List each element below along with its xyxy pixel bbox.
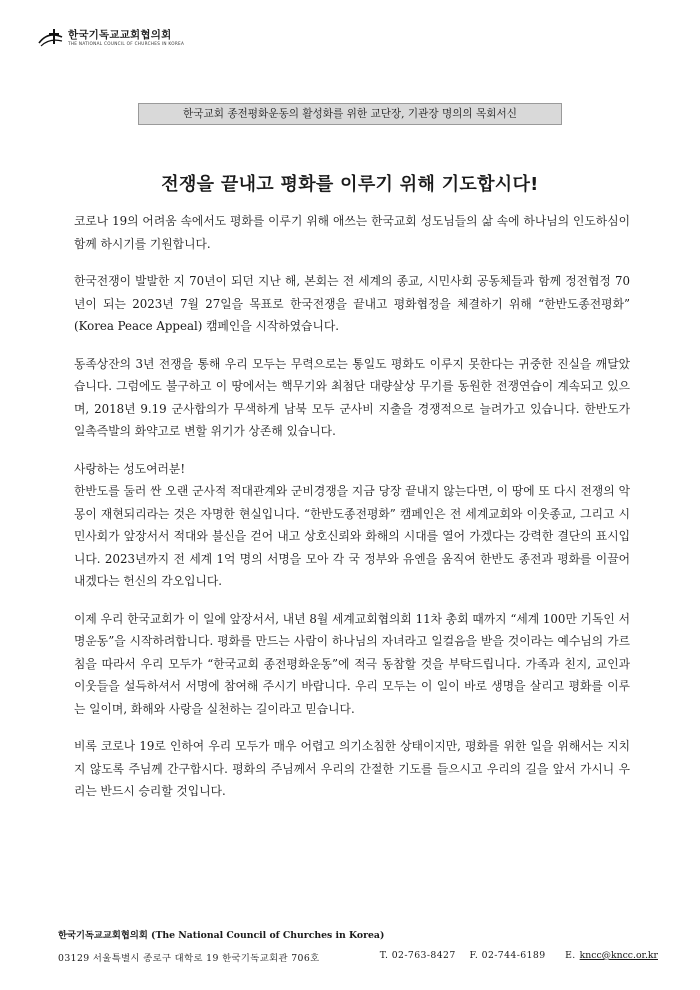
footer-fax: F. 02-744-6189 — [469, 950, 546, 961]
footer-org-line: 한국기독교교회협의회 (The National Council of Churches in Korea) — [58, 930, 385, 941]
paragraph: 한국전쟁이 발발한 지 70년이 되던 지난 해, 본회는 전 세계의 종교, 시민사회 공동체들과 함께 정전협정 70년이 되는 2023년 7월 27일을 목표로 한국전쟁을 끝내고 평화협정을 체결하기 위해 “한반도종전평화” (Korea Peace Appeal) 캠페인을 시작하였습니다. — [74, 274, 630, 333]
paragraph: 사랑하는 성도여러분! 한반도를 둘러 싼 오랜 군사적 적대관계와 군비경쟁을 지금 당장 끝내지 않는다면, 이 땅에 또 다시 전쟁의 악몽이 재현되리라는 것은 자명한 현실입니다. “한반도종전평화” 캠페인은 전 세계교회와 이웃종교, 그리고 시민사회가 앞장서서 적대와 불신을 걷어 내고 상호신뢰와 화해의 시대를 열어 가겠다는 강력한 결단의 표시입니다. 2023년까지 전 세계 1억 명의 서명을 모아 각 국 정부와 유엔을 움직여 한반도 종전과 평화를 이끌어 내겠다는 헌신의 각오입니다. — [74, 461, 630, 588]
footer-tel: T. 02-763-8427 — [379, 950, 456, 961]
org-name-ko: 한국기독교교회협의회 — [68, 28, 172, 41]
footer-email-link[interactable]: kncc@kncc.or.kr — [579, 950, 658, 961]
paragraph: 이제 우리 한국교회가 이 일에 앞장서서, 내년 8월 세계교회협의회 11차 총회 때까지 “세계 100만 기독인 서명운동”을 시작하려합니다. 평화를 만드는 사람이 하나님의 자녀라고 일컬음을 받을 것이라는 예수님의 가르침을 따라서 우리 모두가 “한국교회 종전평화운동”에 적극 동참할 것을 부탁드립니다. 가족과 친지, 교인과 이웃들을 설득하셔서 서명에 참여해 주시기 바랍니다. 우리 모두는 이 일이 바로 생명을 살리고 평화를 이루는 일이며, 화해와 사랑을 실천하는 길이라고 믿습니다. — [74, 611, 630, 716]
paragraph: 동족상잔의 3년 전쟁을 통해 우리 모두는 무력으로는 통일도 평화도 이루지 못한다는 귀중한 진실을 깨달았습니다. 그럼에도 불구하고 이 땅에서는 핵무기와 최첨단 대량살상 무기를 동원한 전쟁연습이 계속되고 있으며, 2018년 9.19 군사합의가 무색하게 남북 모두 군사비 지출을 경쟁적으로 늘려가고 있습니다. 한반도가 일촉즉발의 화약고로 변할 위기가 상존해 있습니다. — [74, 356, 630, 438]
footer-email-label: E. — [565, 950, 576, 961]
letter-title: 전쟁을 끝내고 평화를 이루기 위해 기도합시다! — [161, 174, 539, 195]
org-name-en: THE NATIONAL COUNCIL OF CHURCHES IN KOREA — [68, 41, 185, 47]
letter-body — [74, 210, 630, 803]
paragraph: 코로나 19의 어려움 속에서도 평화를 이루기 위해 애쓰는 한국교회 성도님들의 삶 속에 하나님의 인도하심이 함께 하시기를 기원합니다. — [74, 214, 630, 251]
footer — [58, 927, 658, 964]
paragraph: 비록 코로나 19로 인하여 우리 모두가 매우 어렵고 의기소침한 상태이지만, 평화를 위한 일을 위해서는 지치지 않도록 주님께 간구합시다. 평화의 주님께서 우리의 간절한 기도를 들으시고 우리의 길을 앞서 가시니 우리는 반드시 승리할 것입니다. — [74, 739, 630, 798]
subject-banner: 한국교회 종전평화운동의 활성화를 위한 교단장, 기관장 명의의 목회서신 — [138, 103, 562, 125]
letterhead — [38, 28, 184, 48]
footer-address: 03129 서울특별시 종로구 대학로 19 한국기독교회관 706호 — [58, 953, 320, 964]
kncc-logo-icon — [38, 28, 64, 48]
footer-contact-line — [58, 950, 658, 964]
